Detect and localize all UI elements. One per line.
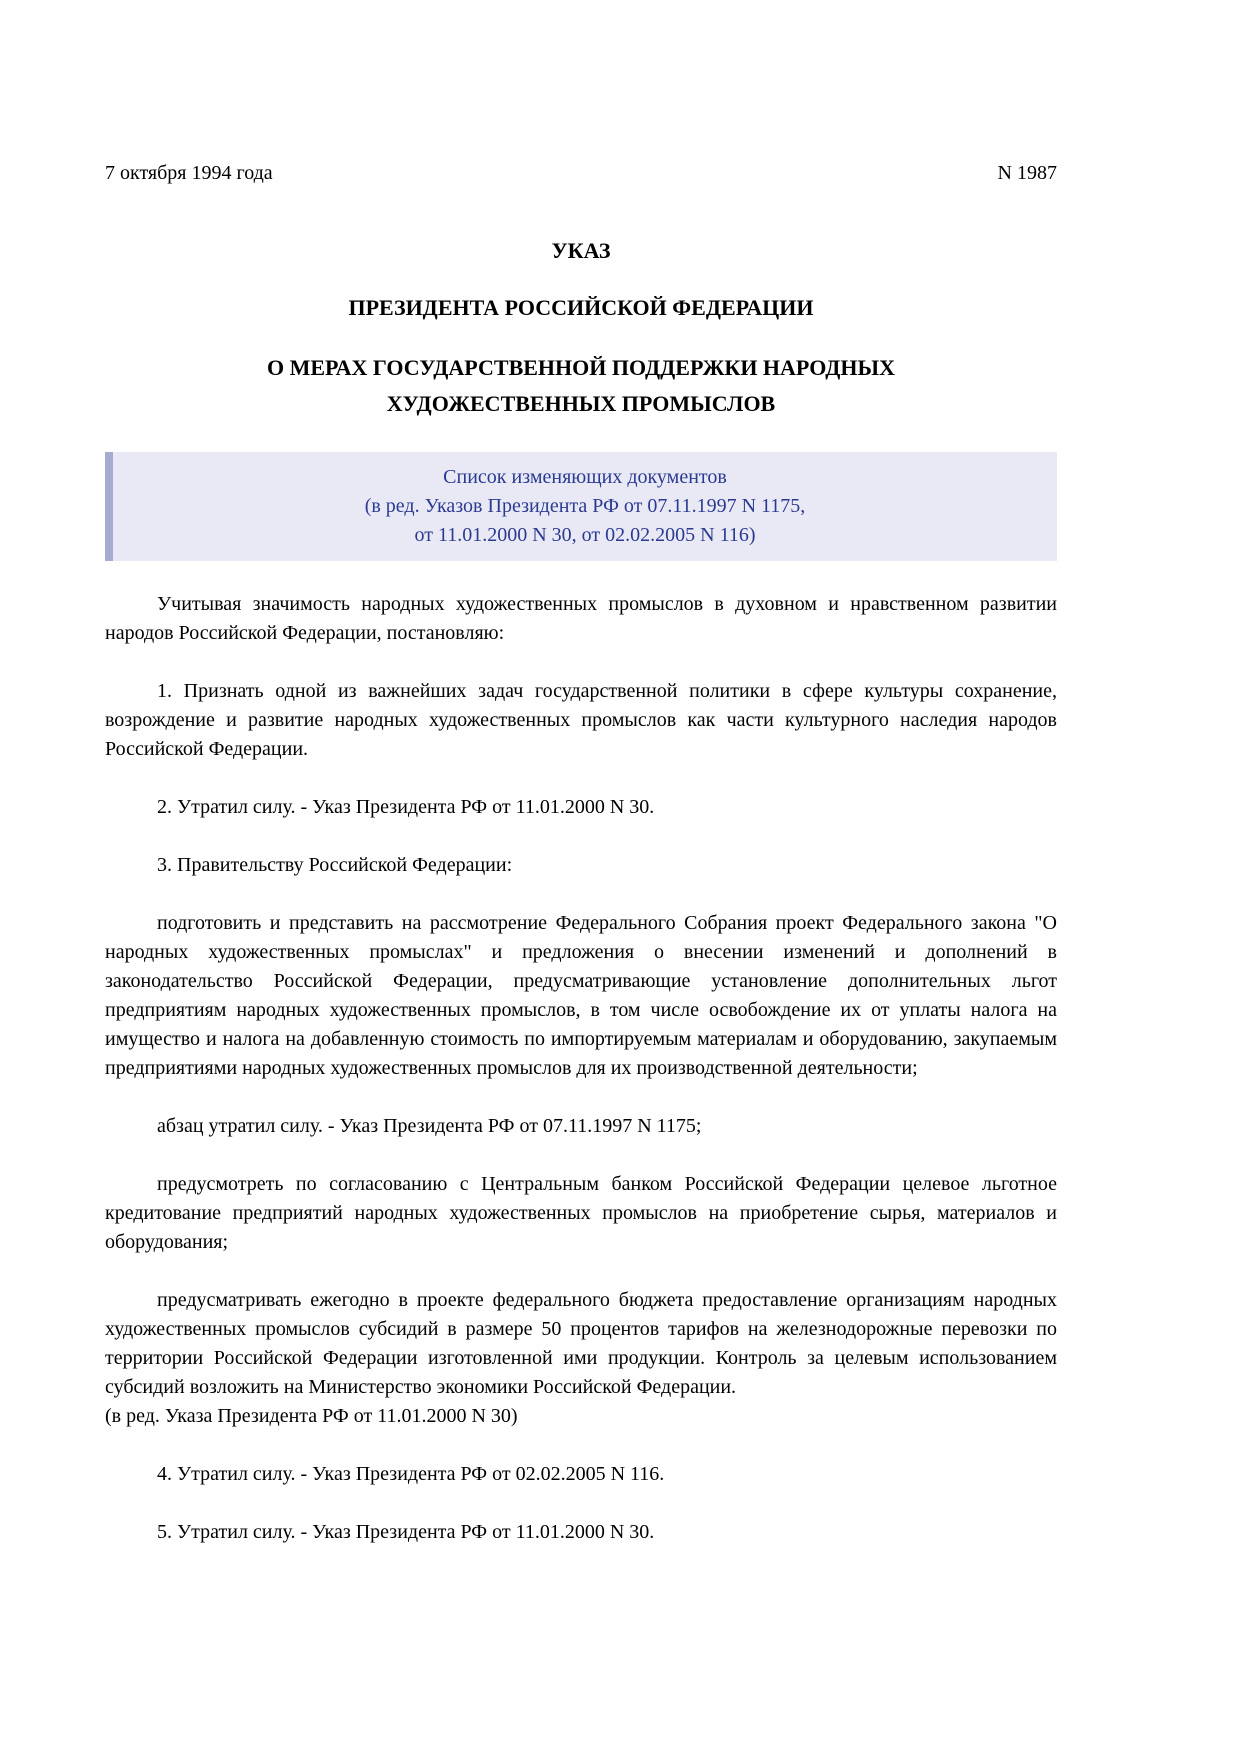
paragraph-item-3-sub-3: предусмотреть по согласованию с Центральным банком Российской Федерации целевое льготное кредитование предприятий народных художественных промыслов на приобретение сырья, материалов и оборудования; [105,1173,1057,1253]
amendments-line-1: (в ред. Указов Президента РФ от 07.11.1997 N 1175, [364,495,806,517]
paragraph-item-3: 3. Правительству Российской Федерации: [157,854,513,876]
document-title [105,236,1057,422]
paragraph-edit-note: (в ред. Указа Президента РФ от 11.01.2000 N 30) [105,1405,518,1427]
document-body [105,590,1057,1547]
paragraph-item-4: 4. Утратил силу. - Указ Президента РФ от 02.02.2005 N 116. [157,1463,665,1485]
amendments-title: Список изменяющих документов [443,466,727,488]
title-subject-line-2: ХУДОЖЕСТВЕННЫХ ПРОМЫСЛОВ [386,391,776,416]
paragraph-item-2: 2. Утратил силу. - Указ Президента РФ от 11.01.2000 N 30. [157,796,655,818]
paragraph-item-1: 1. Признать одной из важнейших задач государственной политики в сфере культуры сохранение, возрождение и развитие народных художественных промыслов как части культурного наследия народов Российской Федерации. [105,680,1057,760]
paragraph-preamble: Учитывая значимость народных художественных промыслов в духовном и нравственном развитии народов Российской Федерации, постановляю: [105,593,1057,644]
amendments-box [105,452,1057,561]
paragraph-item-5: 5. Утратил силу. - Указ Президента РФ от 11.01.2000 N 30. [157,1521,655,1543]
document-header [105,160,1057,186]
title-kind: УКАЗ [551,238,611,263]
title-authority: ПРЕЗИДЕНТА РОССИЙСКОЙ ФЕДЕРАЦИИ [348,295,814,320]
paragraph-item-3-sub-1: подготовить и представить на рассмотрение Федерального Собрания проект Федерального закона "О народных художественных промыслах" и предложения о внесении изменений и дополнений в законодательство Российской Федерации, предусматривающие установление дополнительных льгот предприятиям народных художественных промыслов, в том числе освобождение их от уплаты налога на имущество и налога на добавленную стоимость по импортируемым материалам и оборудованию, закупаемым предприятиями народных художественных промыслов для их производственной деятельности; [105,912,1057,1079]
title-subject-line-1: О МЕРАХ ГОСУДАРСТВЕННОЙ ПОДДЕРЖКИ НАРОДНЫХ [266,355,895,380]
title-subject [105,350,1057,422]
paragraph-item-3-sub-2: абзац утратил силу. - Указ Президента РФ от 07.11.1997 N 1175; [157,1115,702,1137]
document-number: N 1987 [997,162,1057,184]
document-date: 7 октября 1994 года [105,162,273,184]
amendments-line-2: от 11.01.2000 N 30, от 02.02.2005 N 116) [414,524,756,546]
paragraph-item-3-sub-4: предусматривать ежегодно в проекте федерального бюджета предоставление организациям народных художественных промыслов субсидий в размере 50 процентов тарифов на железнодорожные перевозки по территории Российской Федерации изготовленной ими продукции. Контроль за целевым использованием субсидий возложить на Министерство экономики Российской Федерации. [105,1289,1057,1398]
